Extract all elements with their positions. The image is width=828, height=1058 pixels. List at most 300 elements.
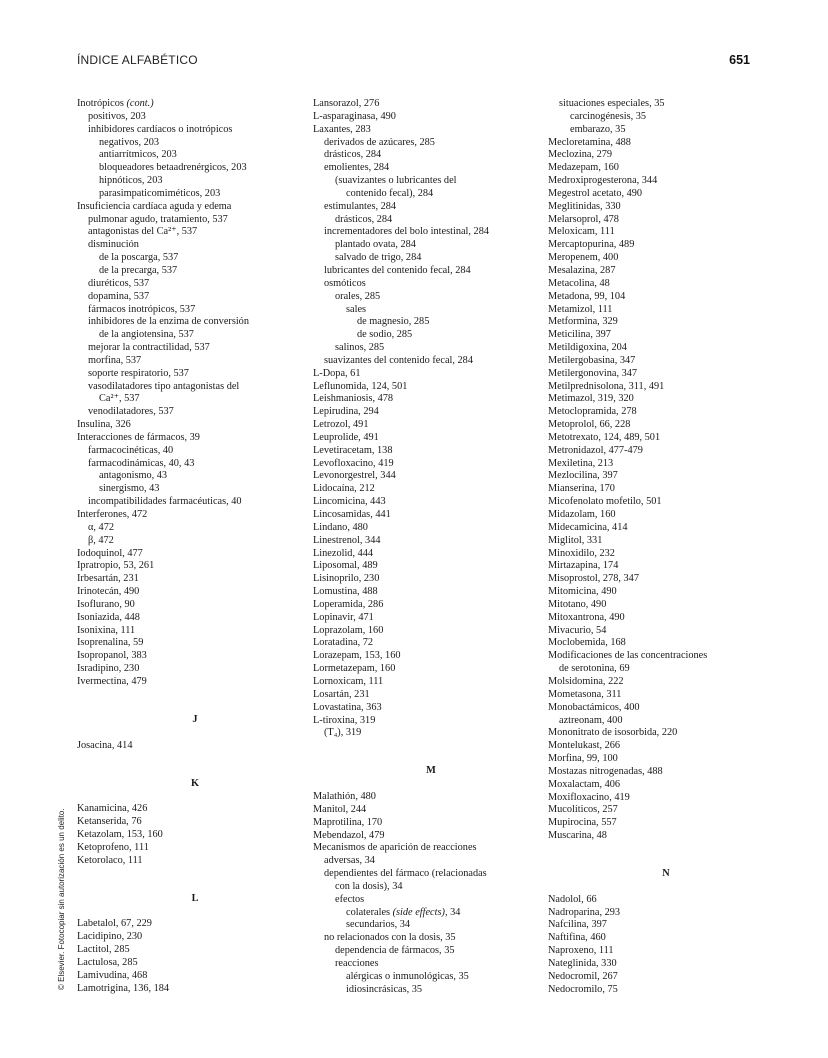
index-entry <box>77 239 313 252</box>
index-entry-text: negativos, 203 <box>99 136 160 148</box>
index-entry-text: dopamina, 537 <box>88 290 150 302</box>
section-letter: M <box>426 765 436 777</box>
index-entry <box>77 458 313 471</box>
index-entry <box>548 919 784 932</box>
index-entry <box>77 124 313 137</box>
section-letter: L <box>191 892 199 904</box>
index-entry-text: Nadroparina, 293 <box>548 906 621 918</box>
index-entry-text: Naproxeno, 111 <box>548 945 614 957</box>
index-entry-text: L-Dopa, 61 <box>313 367 361 379</box>
index-entry <box>548 548 784 561</box>
index-entry-text: (T₄), 319 <box>324 727 362 739</box>
index-entry-text: Irbesartán, 231 <box>77 573 139 585</box>
index-entry-text: L-tiroxina, 319 <box>313 714 376 726</box>
index-entry-text: de sodio, 285 <box>357 329 413 341</box>
index-entry <box>313 393 549 406</box>
index-entry-text: Mirtazapina, 174 <box>548 560 619 572</box>
index-entry-text: Monobactámicos, 400 <box>548 701 640 713</box>
index-entry-text: Lornoxicam, 111 <box>313 675 384 687</box>
index-entry <box>313 188 549 201</box>
index-entry <box>77 957 313 970</box>
index-entry <box>77 137 313 150</box>
index-entry-text: de la angiotensina, 537 <box>99 329 194 341</box>
index-entry <box>313 214 549 227</box>
index-entry-text: Loprazolam, 160 <box>313 624 384 636</box>
index-entry-text: morfina, 537 <box>88 354 142 366</box>
index-entry <box>313 599 549 612</box>
index-entry <box>548 252 784 265</box>
index-entry-text: drásticos, 284 <box>335 213 393 225</box>
index-entry <box>548 355 784 368</box>
index-entry <box>77 252 313 265</box>
index-entry-text: Moxifloxacino, 419 <box>548 791 630 803</box>
index-entry-text: venodilatadores, 537 <box>88 406 174 418</box>
index-entry <box>313 226 549 239</box>
index-entry <box>548 368 784 381</box>
index-entry-text: idiosincrásicas, 35 <box>346 983 423 995</box>
index-entry-text: Isoprenalina, 59 <box>77 637 144 649</box>
index-entry <box>313 445 549 458</box>
index-entry <box>313 509 549 522</box>
index-entry-text: Mupirocina, 557 <box>548 817 617 829</box>
index-entry <box>313 971 549 984</box>
index-entry <box>313 881 549 894</box>
index-entry <box>313 932 549 945</box>
index-entry <box>313 175 549 188</box>
index-entry <box>77 214 313 227</box>
index-entry-text: Medazepam, 160 <box>548 162 619 174</box>
index-entry <box>77 573 313 586</box>
index-entry-text: dependencia de fármacos, 35 <box>335 945 455 957</box>
index-entry-text: Misoprostol, 278, 347 <box>548 573 639 585</box>
index-entry-text: Metotrexato, 124, 489, 501 <box>548 431 661 443</box>
index-entry-text: antiarrítmicos, 203 <box>99 149 177 161</box>
index-entry-text: Linestrenol, 344 <box>313 534 381 546</box>
index-entry-text: sinergismo, 43 <box>99 483 160 495</box>
index-entry-text: Inotrópicos <box>77 98 124 109</box>
index-entry <box>548 740 784 753</box>
index-entry <box>77 829 313 842</box>
index-entry <box>77 98 313 111</box>
index-entry <box>313 817 549 830</box>
index-entry <box>548 162 784 175</box>
index-entry <box>77 855 313 868</box>
index-entry-text: pulmonar agudo, tratamiento, 537 <box>88 213 228 225</box>
index-entry <box>548 509 784 522</box>
index-entry-text: farmacodinámicas, 40, 43 <box>88 457 195 469</box>
index-entry <box>313 265 549 278</box>
index-entry <box>77 586 313 599</box>
index-entry-text: Lincosamidas, 441 <box>313 509 391 520</box>
index-entry-text: drásticos, 284 <box>324 149 382 161</box>
index-entry <box>548 727 784 740</box>
index-entry-text: hipnóticos, 203 <box>99 175 163 187</box>
index-entry-text: Mesalazina, 287 <box>548 264 616 276</box>
index-entry <box>313 470 549 483</box>
index-entry-text: Leishmaniosis, 478 <box>313 393 394 405</box>
index-entry <box>77 548 313 561</box>
index-entry-text: Irinotecán, 490 <box>77 586 140 598</box>
index-entry <box>313 278 549 291</box>
index-entry <box>77 393 313 406</box>
index-entry-text: antagonistas del Ca²⁺, 537 <box>88 226 198 238</box>
index-entry-text: Lindano, 480 <box>313 521 368 533</box>
index-entry <box>548 715 784 728</box>
index-entry-text: Isradipino, 230 <box>77 663 140 675</box>
section-spacer <box>313 740 549 753</box>
index-entry <box>77 162 313 175</box>
index-entry <box>313 573 549 586</box>
index-entry-text: vasodilatadores tipo antagonistas del <box>88 380 240 392</box>
section-spacer <box>77 868 313 881</box>
index-entry-text: Medroxiprogesterona, 344 <box>548 175 658 187</box>
index-entry <box>548 766 784 779</box>
index-entry-text: colaterales <box>346 906 391 918</box>
index-entry <box>548 496 784 509</box>
index-entry-text: Metformina, 329 <box>548 316 618 328</box>
index-entry-text: Losartán, 231 <box>313 688 370 700</box>
index-entry <box>313 855 549 868</box>
index-entry-text: Montelukast, 266 <box>548 740 621 752</box>
index-entry-text: inhibidores cardíacos o inotrópicos <box>88 123 233 135</box>
index-entry <box>77 226 313 239</box>
index-entry <box>548 137 784 150</box>
index-entry-text: Lincomicina, 443 <box>313 496 386 508</box>
index-entry <box>548 458 784 471</box>
index-entry <box>77 944 313 957</box>
index-entry <box>548 304 784 317</box>
index-entry-text: Lansorazol, 276 <box>313 98 380 109</box>
index-entry <box>77 304 313 317</box>
index-entry <box>548 830 784 843</box>
index-entry <box>313 663 549 676</box>
index-entry-text: Miglitol, 331 <box>548 534 603 546</box>
index-entry-text: Nedocromilo, 75 <box>548 983 618 995</box>
index-entry-text: Meglitinidas, 330 <box>548 200 621 212</box>
index-entry-text: parasimpaticomiméticos, 203 <box>99 187 221 199</box>
index-entry <box>313 111 549 124</box>
index-entry-italic: (cont.) <box>126 98 154 109</box>
index-entry-text: (suavizantes o lubricantes del <box>335 175 457 187</box>
index-entry <box>548 945 784 958</box>
index-entry-text: Megestrol acetato, 490 <box>548 187 643 199</box>
index-column-1 <box>77 98 313 995</box>
index-entry <box>548 265 784 278</box>
index-entry <box>548 932 784 945</box>
index-entry <box>77 201 313 214</box>
index-entry-text: Insuficiencia cardíaca aguda y edema <box>77 200 232 212</box>
index-entry-text: Labetalol, 67, 229 <box>77 918 152 930</box>
index-entry <box>313 496 549 509</box>
index-entry-text: situaciones especiales, 35 <box>559 98 665 109</box>
index-entry-text: Lepirudina, 294 <box>313 406 379 418</box>
index-entry-text: antagonismo, 43 <box>99 470 168 482</box>
index-entry <box>548 522 784 535</box>
index-entry <box>313 907 549 920</box>
index-entry <box>548 894 784 907</box>
index-entry-text: derivados de azúcares, 285 <box>324 136 435 148</box>
index-entry-text: Lopinavir, 471 <box>313 611 374 623</box>
index-entry-text: Loperamida, 286 <box>313 598 384 610</box>
index-entry-text: de la precarga, 537 <box>99 264 178 276</box>
index-entry-text: Josacina, 414 <box>77 739 133 751</box>
index-entry-text: Mometasona, 311 <box>548 688 622 700</box>
index-entry <box>77 470 313 483</box>
index-entry-text: Leflunomida, 124, 501 <box>313 380 408 392</box>
index-entry-text: Lacidipino, 230 <box>77 931 143 943</box>
index-entry <box>313 162 549 175</box>
index-entry <box>77 816 313 829</box>
index-entry <box>548 650 784 663</box>
index-entry-text: Meclozina, 279 <box>548 149 613 161</box>
index-entry <box>548 278 784 291</box>
index-entry <box>77 676 313 689</box>
index-entry <box>313 715 549 728</box>
index-entry-text: Meropenem, 400 <box>548 252 619 264</box>
index-entry-text: Manitol, 244 <box>313 803 367 815</box>
index-entry <box>548 393 784 406</box>
index-entry-text: aztreonam, 400 <box>559 714 623 726</box>
index-entry <box>77 612 313 625</box>
index-entry <box>77 329 313 342</box>
index-entry <box>313 381 549 394</box>
section-letter: N <box>662 867 670 879</box>
index-entry <box>313 304 549 317</box>
index-entry-text: Interacciones de fármacos, 39 <box>77 431 200 443</box>
index-entry-text: Mexiletina, 213 <box>548 457 614 469</box>
index-entry-text: Ca²⁺, 537 <box>99 393 140 405</box>
index-entry-text: embarazo, 35 <box>570 123 626 135</box>
section-spacer <box>77 753 313 766</box>
index-entry <box>77 368 313 381</box>
index-entry-text: Iodoquinol, 477 <box>77 547 143 559</box>
index-entry-text: Mostazas nitrogenadas, 488 <box>548 765 663 777</box>
index-entry <box>313 637 549 650</box>
index-entry-text: Insulina, 326 <box>77 419 131 431</box>
index-entry-text: soporte respiratorio, 537 <box>88 367 189 379</box>
index-entry <box>77 355 313 368</box>
index-entry-text: Metilergonovina, 347 <box>548 367 638 379</box>
index-entry <box>548 175 784 188</box>
index-entry <box>313 419 549 432</box>
index-entry <box>548 663 784 676</box>
index-entry-text: disminución <box>88 239 139 251</box>
index-entry-text: Ketazolam, 153, 160 <box>77 829 163 841</box>
index-entry <box>313 252 549 265</box>
index-entry-text: Lomustina, 488 <box>313 586 378 598</box>
index-entry-text: Liposomal, 489 <box>313 560 378 572</box>
index-entry <box>548 586 784 599</box>
index-entry <box>313 586 549 599</box>
index-entry-text: mejorar la contractilidad, 537 <box>88 342 210 354</box>
index-entry-text: Metildigoxina, 204 <box>548 342 627 354</box>
index-entry <box>77 803 313 816</box>
index-entry <box>77 740 313 753</box>
index-entry-text: β, 472 <box>88 534 114 546</box>
index-entry-text: Mecanismos de aparición de reacciones <box>313 842 477 854</box>
index-entry-text: Loratadina, 72 <box>313 637 374 649</box>
index-entry <box>77 983 313 996</box>
index-entry-text: Isoflurano, 90 <box>77 598 135 610</box>
index-entry <box>548 342 784 355</box>
index-entry <box>313 149 549 162</box>
index-entry-text: Lorazepam, 153, 160 <box>313 650 401 662</box>
index-entry-text: diuréticos, 537 <box>88 277 150 289</box>
index-entry <box>313 535 549 548</box>
index-entry-text: Muscarina, 48 <box>548 830 607 842</box>
index-entry-text: Mononitrato de isosorbida, 220 <box>548 727 678 739</box>
index-entry <box>313 804 549 817</box>
index-entry <box>313 689 549 702</box>
index-entry-text: plantado ovata, 284 <box>335 239 416 251</box>
index-entry <box>313 483 549 496</box>
index-entry-text: farmacocinéticas, 40 <box>88 444 174 456</box>
index-entry <box>77 496 313 509</box>
index-entry-text: incrementadores del bolo intestinal, 284 <box>324 226 489 238</box>
index-entry-text: Mivacurio, 54 <box>548 624 607 636</box>
index-entry-text: Lormetazepam, 160 <box>313 663 396 675</box>
index-entry-italic: (side effects) <box>392 906 445 918</box>
index-entry-text: incompatibilidades farmacéuticas, 40 <box>88 496 242 508</box>
index-entry-text: Metacolina, 48 <box>548 277 610 289</box>
index-entry-text: Modificaciones de las concentraciones <box>548 650 708 662</box>
index-entry <box>548 239 784 252</box>
index-entry-suffix: , 34 <box>444 906 461 918</box>
index-entry <box>77 522 313 535</box>
index-entry <box>313 830 549 843</box>
index-entry <box>548 971 784 984</box>
index-entry-text: Nedocromil, 267 <box>548 970 618 982</box>
index-entry <box>313 612 549 625</box>
index-entry <box>77 970 313 983</box>
index-entry <box>313 894 549 907</box>
index-entry <box>548 702 784 715</box>
index-entry-text: Nadolol, 66 <box>548 893 597 905</box>
index-entry <box>548 689 784 702</box>
index-entry <box>548 226 784 239</box>
index-entry-text: Mucolíticos, 257 <box>548 804 618 816</box>
index-entry-text: Lamotrigina, 136, 184 <box>77 982 170 994</box>
index-entry-text: positivos, 203 <box>88 110 146 122</box>
index-entry <box>77 663 313 676</box>
index-entry <box>313 560 549 573</box>
index-entry <box>548 599 784 612</box>
index-entry <box>548 124 784 137</box>
index-entry <box>77 149 313 162</box>
index-entry <box>548 984 784 997</box>
index-entry <box>313 791 549 804</box>
index-entry-text: Metilergobasina, 347 <box>548 354 636 366</box>
index-entry <box>77 483 313 496</box>
index-entry-text: Levonorgestrel, 344 <box>313 470 396 482</box>
index-entry <box>548 291 784 304</box>
index-entry-text: de la poscarga, 537 <box>99 252 179 264</box>
index-entry-text: L-asparaginasa, 490 <box>313 110 396 122</box>
index-entry <box>313 625 549 638</box>
index-entry <box>313 842 549 855</box>
index-entry <box>548 98 784 111</box>
index-entry-text: Moxalactam, 406 <box>548 778 621 790</box>
index-entry <box>77 278 313 291</box>
index-entry-text: Maprotilina, 170 <box>313 816 383 828</box>
index-entry-text: de magnesio, 285 <box>357 316 430 328</box>
index-column-3 <box>548 98 784 997</box>
index-entry-text: Naftifina, 460 <box>548 932 606 944</box>
index-entry-text: Laxantes, 283 <box>313 123 371 135</box>
index-entry <box>313 868 549 881</box>
index-entry-text: Metoprolol, 66, 228 <box>548 419 631 431</box>
index-entry-text: dependientes del fármaco (relacionadas <box>324 868 487 880</box>
section-letter: J <box>192 713 198 725</box>
section-letter: K <box>190 777 199 789</box>
index-entry <box>313 548 549 561</box>
index-entry <box>77 406 313 419</box>
index-entry-text: Lamivudina, 468 <box>77 969 148 981</box>
index-entry <box>548 804 784 817</box>
index-entry-text: emolientes, 284 <box>324 162 390 174</box>
index-entry <box>77 432 313 445</box>
index-entry-text: alérgicas o inmunológicas, 35 <box>346 970 469 982</box>
index-entry-text: Metronidazol, 477-479 <box>548 444 643 456</box>
index-entry <box>548 149 784 162</box>
index-entry-text: sales <box>346 303 367 315</box>
index-entry <box>548 111 784 124</box>
index-entry-text: Letrozol, 491 <box>313 419 369 431</box>
index-entry-text: Ipratropio, 53, 261 <box>77 560 155 572</box>
index-entry <box>313 355 549 368</box>
index-entry-text: fármacos inotrópicos, 537 <box>88 303 196 315</box>
index-entry <box>548 817 784 830</box>
index-entry-text: salinos, 285 <box>335 342 385 354</box>
running-header-title: ÍNDICE ALFABÉTICO <box>77 53 198 67</box>
index-entry-text: bloqueadores betaadrenérgicos, 203 <box>99 162 247 174</box>
index-entry <box>548 792 784 805</box>
index-entry <box>77 535 313 548</box>
index-entry <box>77 445 313 458</box>
index-entry-text: lubricantes del contenido fecal, 284 <box>324 264 471 276</box>
index-entry-text: α, 472 <box>88 521 114 533</box>
index-entry <box>77 111 313 124</box>
index-entry-text: Linezolid, 444 <box>313 547 374 559</box>
index-entry <box>313 984 549 997</box>
index-entry <box>548 560 784 573</box>
index-entry-text: Malathión, 480 <box>313 791 376 803</box>
index-entry <box>548 958 784 971</box>
index-entry <box>313 124 549 137</box>
index-entry-text: Mercaptopurina, 489 <box>548 239 635 251</box>
index-entry <box>313 958 549 971</box>
index-entry-text: Mitomicina, 490 <box>548 586 617 598</box>
index-entry-text: Lisinoprilo, 230 <box>313 573 380 585</box>
index-entry <box>77 509 313 522</box>
index-entry <box>548 188 784 201</box>
index-entry-text: Melarsoprol, 478 <box>548 213 619 225</box>
index-entry <box>313 650 549 663</box>
index-entry <box>77 599 313 612</box>
index-entry <box>548 753 784 766</box>
index-entry <box>313 316 549 329</box>
index-entry-text: Lovastatina, 363 <box>313 701 382 713</box>
index-entry-text: Ketorolaco, 111 <box>77 854 143 866</box>
index-entry-text: Lidocaína, 212 <box>313 483 375 495</box>
section-spacer <box>548 843 784 856</box>
index-entry-text: Nateglinida, 330 <box>548 958 617 969</box>
index-entry <box>313 137 549 150</box>
index-entry-text: Midecamicina, 414 <box>548 521 628 533</box>
copyright-sidenote: © Elsevier. Fotocopiar sin autorización es un delito. <box>57 808 66 990</box>
index-entry-text: Minoxidilo, 232 <box>548 547 615 559</box>
index-entry <box>548 676 784 689</box>
